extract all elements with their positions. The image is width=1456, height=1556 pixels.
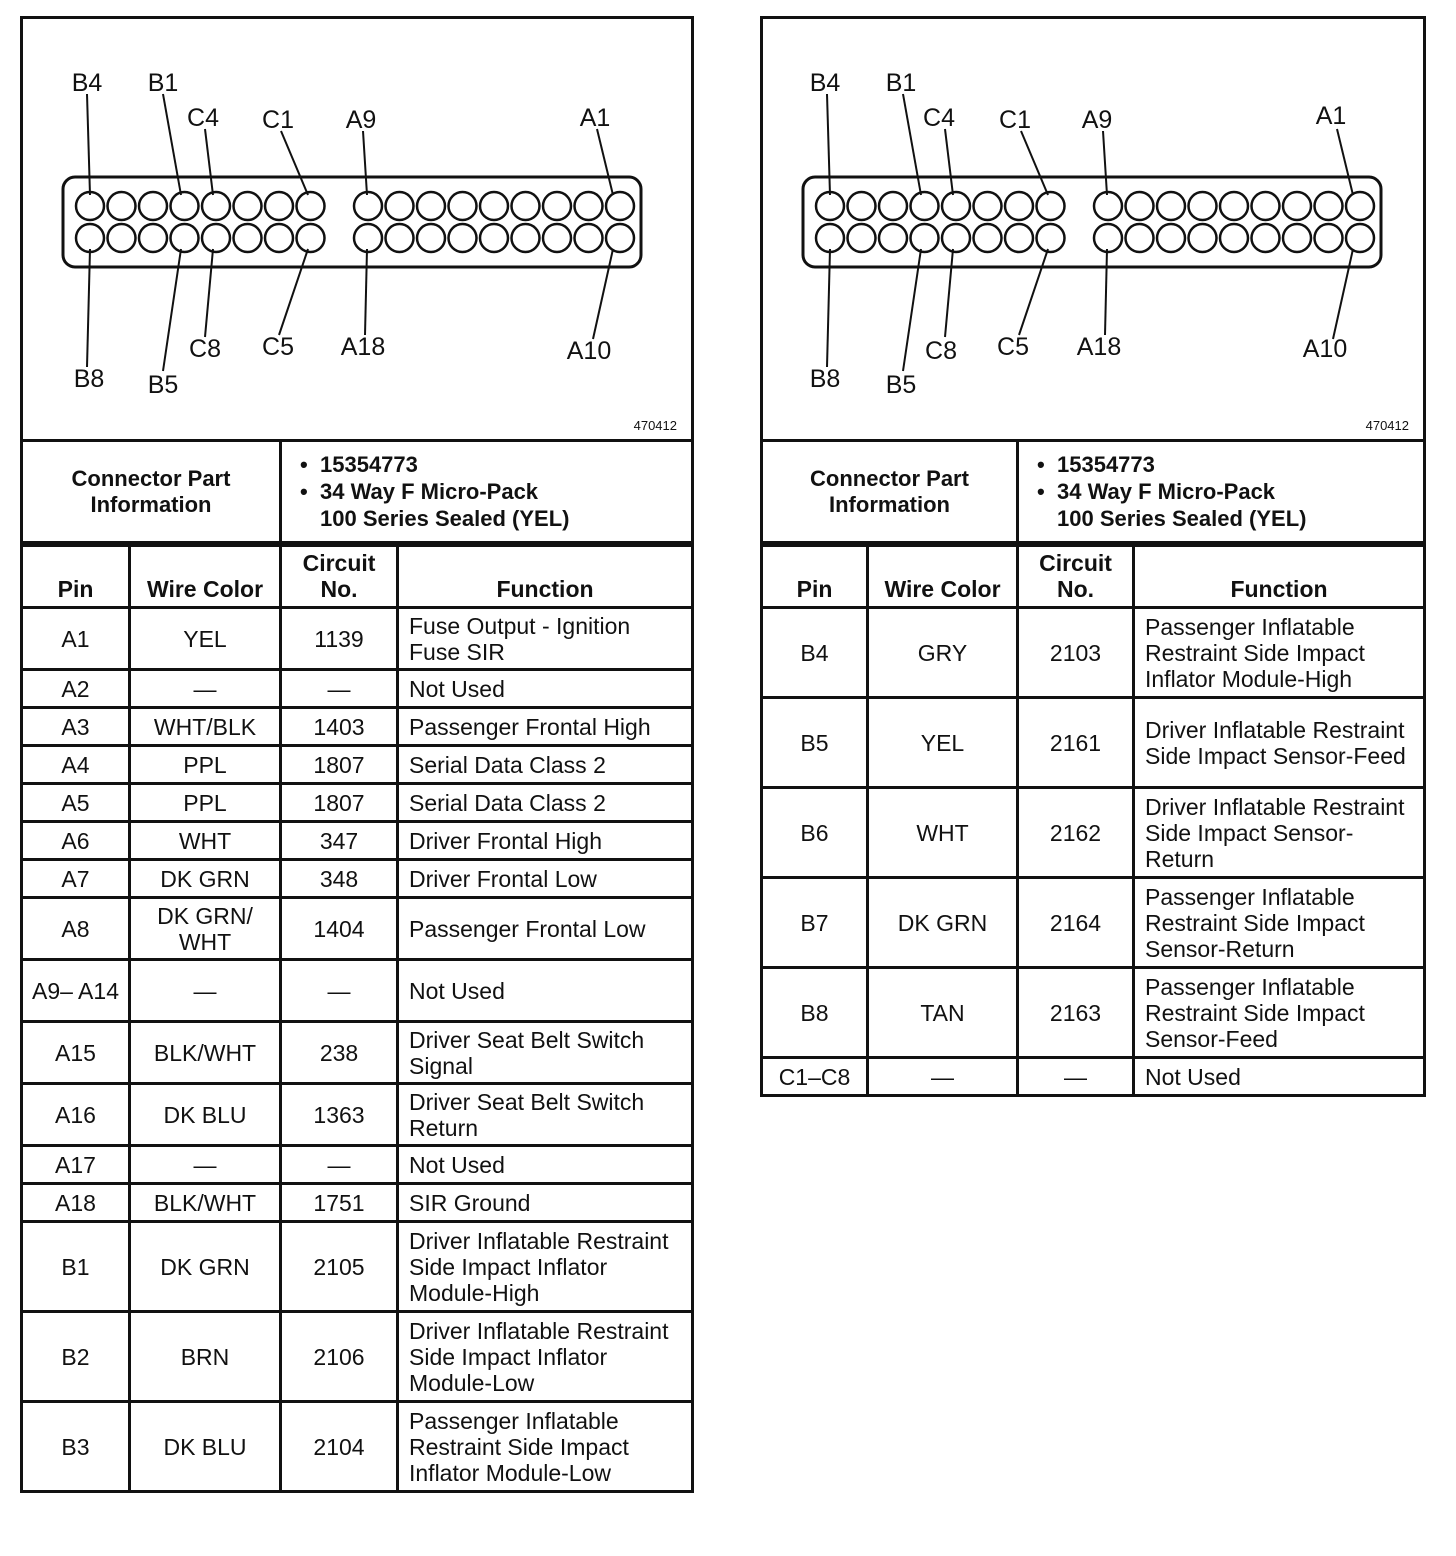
circuit-cell: 2162 — [1018, 788, 1134, 878]
pin-cavity — [139, 224, 167, 252]
table-row — [22, 708, 693, 746]
pin-label-a18: A18 — [340, 333, 386, 361]
leader-line — [903, 94, 921, 195]
circuit-cell: 1751 — [281, 1184, 398, 1222]
pin-label-c5: C5 — [262, 333, 294, 361]
wire-color-cell: WHT — [868, 788, 1018, 878]
pin-cavity — [1037, 192, 1065, 220]
header-circuit-no: Circuit No. — [281, 546, 398, 608]
pin-cell: A3 — [22, 708, 130, 746]
circuit-cell: 238 — [281, 1022, 398, 1084]
pin-cavity — [606, 192, 634, 220]
leader-line — [163, 94, 181, 195]
function-cell: Driver Frontal High — [398, 822, 693, 860]
leader-line — [597, 129, 613, 195]
connector-diagram — [20, 16, 694, 439]
pin-cavity — [417, 192, 445, 220]
table-row — [22, 1222, 693, 1312]
pin-label-c4: C4 — [187, 104, 219, 132]
pin-cavity — [543, 224, 571, 252]
pin-cavity — [386, 192, 414, 220]
table-row — [22, 1022, 693, 1084]
function-cell: Passenger Inflatable Restraint Side Impact Sensor-Feed — [1134, 968, 1425, 1058]
pin-cavity — [1283, 224, 1311, 252]
pin-cavity — [1157, 192, 1185, 220]
connector-info-details: • 15354773 • 34 Way F Micro-Pack 100 Series Sealed (YEL) — [1018, 441, 1425, 543]
pin-cavity — [848, 192, 876, 220]
wire-color-cell: — — [868, 1058, 1018, 1096]
pin-cavity — [480, 224, 508, 252]
pin-cell: A7 — [22, 860, 130, 898]
function-cell: Serial Data Class 2 — [398, 746, 693, 784]
pin-cavity — [297, 224, 325, 252]
figure-number: 470412 — [633, 418, 677, 433]
connector-face-drawing — [763, 19, 1429, 442]
pin-cavity — [879, 224, 907, 252]
pin-cell: B1 — [22, 1222, 130, 1312]
pin-cavity — [449, 192, 477, 220]
leader-line — [1333, 249, 1353, 339]
function-cell: Serial Data Class 2 — [398, 784, 693, 822]
connector-description-1: 34 Way F Micro-Pack — [1057, 479, 1276, 504]
connector-info-table — [760, 439, 1426, 544]
pin-cavity — [1346, 224, 1374, 252]
pin-cavity — [1346, 192, 1374, 220]
pin-label-b8: B8 — [73, 365, 105, 393]
pin-cavity — [297, 192, 325, 220]
function-cell: Passenger Frontal Low — [398, 898, 693, 960]
circuit-cell: — — [281, 960, 398, 1022]
pin-cavity — [1126, 224, 1154, 252]
circuit-cell: 2105 — [281, 1222, 398, 1312]
leader-line — [279, 249, 308, 335]
header-pin: Pin — [762, 546, 868, 608]
wire-color-cell: DK BLU — [130, 1084, 281, 1146]
connector-description-2: 100 Series Sealed (YEL) — [320, 506, 570, 531]
pin-label-b1: B1 — [885, 69, 917, 97]
circuit-cell: — — [281, 1146, 398, 1184]
header-pin: Pin — [22, 546, 130, 608]
pin-cavity — [911, 192, 939, 220]
pin-cavity — [974, 192, 1002, 220]
leader-line — [281, 131, 308, 195]
pin-cell: B3 — [22, 1402, 130, 1492]
pin-cavity — [1220, 224, 1248, 252]
circuit-cell: 1404 — [281, 898, 398, 960]
pin-label-b1: B1 — [147, 69, 179, 97]
pin-cavity — [816, 224, 844, 252]
wire-color-cell: — — [130, 960, 281, 1022]
leader-line — [945, 129, 953, 195]
pin-cell: A18 — [22, 1184, 130, 1222]
table-row — [22, 784, 693, 822]
pin-cavity — [1220, 192, 1248, 220]
connector-housing — [63, 177, 641, 267]
pin-cavity — [354, 224, 382, 252]
table-row — [22, 1146, 693, 1184]
pin-cavity — [386, 224, 414, 252]
pin-cavity — [234, 192, 262, 220]
pin-cavity — [449, 224, 477, 252]
pin-label-b8: B8 — [809, 365, 841, 393]
pin-cavity — [1037, 224, 1065, 252]
pin-cavity — [512, 192, 540, 220]
pin-cell: A5 — [22, 784, 130, 822]
wire-color-cell: — — [130, 1146, 281, 1184]
connector-face-drawing — [23, 19, 697, 442]
wire-color-cell: TAN — [868, 968, 1018, 1058]
pin-cavity — [575, 224, 603, 252]
pin-cavity — [234, 224, 262, 252]
pin-cavity — [265, 224, 293, 252]
pin-cavity — [76, 192, 104, 220]
pin-cell: A8 — [22, 898, 130, 960]
table-row — [22, 1402, 693, 1492]
connector-panel-right — [760, 16, 1426, 1097]
pin-cavity — [1005, 224, 1033, 252]
leader-line — [363, 131, 367, 195]
table-row — [762, 968, 1425, 1058]
table-row — [762, 878, 1425, 968]
function-cell: Not Used — [398, 1146, 693, 1184]
circuit-cell: 1139 — [281, 608, 398, 670]
table-row — [762, 788, 1425, 878]
pin-label-c5: C5 — [997, 333, 1029, 361]
pin-cavity — [1005, 192, 1033, 220]
header-circuit-no: Circuit No. — [1018, 546, 1134, 608]
table-row — [762, 1058, 1425, 1096]
circuit-cell: 2106 — [281, 1312, 398, 1402]
pin-label-c4: C4 — [923, 104, 955, 132]
leader-line — [945, 249, 953, 337]
wire-color-cell: BLK/WHT — [130, 1022, 281, 1084]
wire-color-cell: PPL — [130, 746, 281, 784]
pin-cell: A15 — [22, 1022, 130, 1084]
connector-info-label: Connector Part Information — [762, 441, 1018, 543]
connector-panel-left — [20, 16, 694, 1493]
pin-cavity — [942, 224, 970, 252]
pin-cell: B7 — [762, 878, 868, 968]
table-row — [22, 1084, 693, 1146]
pin-cavity — [1094, 192, 1122, 220]
leader-line — [365, 249, 367, 335]
table-row — [22, 670, 693, 708]
pin-cavity — [1315, 192, 1343, 220]
pin-cavity — [354, 192, 382, 220]
pin-cavity — [942, 192, 970, 220]
circuit-cell: 2161 — [1018, 698, 1134, 788]
pin-cell: A6 — [22, 822, 130, 860]
pin-cavity — [108, 192, 136, 220]
pin-cavity — [512, 224, 540, 252]
pin-cavity — [139, 192, 167, 220]
leader-line — [87, 94, 90, 195]
pin-label-a1: A1 — [1315, 102, 1347, 130]
pin-cavity — [108, 224, 136, 252]
pin-cell: A9– A14 — [22, 960, 130, 1022]
connector-info-label: Connector Part Information — [22, 441, 281, 543]
function-cell: Driver Seat Belt Switch Return — [398, 1084, 693, 1146]
pin-cavity — [1126, 192, 1154, 220]
wire-color-cell: — — [130, 670, 281, 708]
connector-description-1: 34 Way F Micro-Pack — [320, 479, 539, 504]
pin-label-b5: B5 — [885, 371, 917, 399]
pin-cavity — [1094, 224, 1122, 252]
circuit-cell: 348 — [281, 860, 398, 898]
pin-cell: B5 — [762, 698, 868, 788]
leader-line — [827, 94, 830, 195]
wire-color-cell: DK GRN — [130, 1222, 281, 1312]
pin-cavity — [417, 224, 445, 252]
wire-color-cell: WHT — [130, 822, 281, 860]
function-cell: SIR Ground — [398, 1184, 693, 1222]
pin-cavity — [1189, 192, 1217, 220]
pin-cavity — [171, 192, 199, 220]
table-row — [762, 698, 1425, 788]
pin-cell: A2 — [22, 670, 130, 708]
pin-label-b5: B5 — [147, 371, 179, 399]
wire-color-cell: DK BLU — [130, 1402, 281, 1492]
pin-cavity — [76, 224, 104, 252]
pin-cavity — [879, 192, 907, 220]
header-function: Function — [398, 546, 693, 608]
pin-cavity — [202, 224, 230, 252]
connector-diagram — [760, 16, 1426, 439]
wire-color-cell: PPL — [130, 784, 281, 822]
wire-color-cell: DK GRN — [868, 878, 1018, 968]
pin-label-a9: A9 — [345, 106, 377, 134]
wire-color-cell: BRN — [130, 1312, 281, 1402]
circuit-cell: 2163 — [1018, 968, 1134, 1058]
leader-line — [205, 129, 213, 195]
pin-cell: B4 — [762, 608, 868, 698]
pin-cavity — [1157, 224, 1185, 252]
function-cell: Driver Frontal Low — [398, 860, 693, 898]
function-cell: Driver Inflatable Restraint Side Impact Sensor-Return — [1134, 788, 1425, 878]
pin-cavity — [1252, 192, 1280, 220]
wire-color-cell: YEL — [868, 698, 1018, 788]
circuit-cell: 1363 — [281, 1084, 398, 1146]
leader-line — [1103, 131, 1107, 195]
pin-cavity — [543, 192, 571, 220]
wire-color-cell: DK GRN — [130, 860, 281, 898]
table-row — [22, 1184, 693, 1222]
pin-cell: B6 — [762, 788, 868, 878]
leader-line — [205, 249, 213, 337]
pin-label-b4: B4 — [71, 69, 103, 97]
pin-cavity — [202, 192, 230, 220]
function-cell: Not Used — [1134, 1058, 1425, 1096]
circuit-cell: 1403 — [281, 708, 398, 746]
pin-cavity — [816, 192, 844, 220]
connector-info-table — [20, 439, 694, 544]
part-number: 15354773 — [320, 452, 418, 477]
pin-cavity — [1252, 224, 1280, 252]
part-number: 15354773 — [1057, 452, 1155, 477]
pin-cell: A16 — [22, 1084, 130, 1146]
function-cell: Passenger Inflatable Restraint Side Impact Sensor-Return — [1134, 878, 1425, 968]
wire-color-cell: BLK/WHT — [130, 1184, 281, 1222]
table-row — [22, 898, 693, 960]
connector-housing — [803, 177, 1381, 267]
wire-color-cell: YEL — [130, 608, 281, 670]
leader-line — [1019, 249, 1048, 335]
circuit-cell: 2164 — [1018, 878, 1134, 968]
pin-label-c8: C8 — [189, 335, 221, 363]
function-cell: Driver Seat Belt Switch Signal — [398, 1022, 693, 1084]
pin-cavity — [171, 224, 199, 252]
table-row — [762, 608, 1425, 698]
circuit-cell: 2104 — [281, 1402, 398, 1492]
pin-label-a9: A9 — [1081, 106, 1113, 134]
wire-color-cell: GRY — [868, 608, 1018, 698]
pin-cavity — [1283, 192, 1311, 220]
pin-cavity — [1189, 224, 1217, 252]
header-function: Function — [1134, 546, 1425, 608]
function-cell: Not Used — [398, 960, 693, 1022]
leader-line — [1105, 249, 1107, 335]
pin-label-c1: C1 — [262, 106, 294, 134]
leader-line — [1021, 131, 1048, 195]
circuit-cell: 1807 — [281, 746, 398, 784]
wire-color-cell: WHT/BLK — [130, 708, 281, 746]
function-cell: Not Used — [398, 670, 693, 708]
table-row — [22, 1312, 693, 1402]
function-cell: Passenger Inflatable Restraint Side Impact Inflator Module-Low — [398, 1402, 693, 1492]
pin-cell: A1 — [22, 608, 130, 670]
function-cell: Passenger Inflatable Restraint Side Impact Inflator Module-High — [1134, 608, 1425, 698]
function-cell: Driver Inflatable Restraint Side Impact Sensor-Feed — [1134, 698, 1425, 788]
table-row — [22, 860, 693, 898]
connector-description-2: 100 Series Sealed (YEL) — [1057, 506, 1307, 531]
pin-cavity — [848, 224, 876, 252]
leader-line — [593, 249, 613, 339]
pin-cavity — [606, 224, 634, 252]
pin-label-c8: C8 — [925, 337, 957, 365]
pinout-table-left — [20, 544, 694, 1493]
pin-label-c1: C1 — [999, 106, 1031, 134]
figure-number: 470412 — [1365, 418, 1409, 433]
pin-cell: B8 — [762, 968, 868, 1058]
header-wire-color: Wire Color — [130, 546, 281, 608]
pin-label-b4: B4 — [809, 69, 841, 97]
table-row — [22, 608, 693, 670]
function-cell: Driver Inflatable Restraint Side Impact Inflator Module-High — [398, 1222, 693, 1312]
pin-cell: A17 — [22, 1146, 130, 1184]
pin-cavity — [575, 192, 603, 220]
table-row — [22, 960, 693, 1022]
pin-label-a18: A18 — [1076, 333, 1122, 361]
header-wire-color: Wire Color — [868, 546, 1018, 608]
pin-cavity — [265, 192, 293, 220]
pin-cavity — [480, 192, 508, 220]
pin-cavity — [974, 224, 1002, 252]
function-cell: Fuse Output - Ignition Fuse SIR — [398, 608, 693, 670]
pinout-table-right — [760, 544, 1426, 1097]
circuit-cell: — — [1018, 1058, 1134, 1096]
function-cell: Driver Inflatable Restraint Side Impact Inflator Module-Low — [398, 1312, 693, 1402]
pin-cell: C1–C8 — [762, 1058, 868, 1096]
connector-info-details: • 15354773 • 34 Way F Micro-Pack 100 Series Sealed (YEL) — [281, 441, 693, 543]
pin-cavity — [1315, 224, 1343, 252]
leader-line — [1337, 129, 1353, 195]
circuit-cell: 1807 — [281, 784, 398, 822]
circuit-cell: 347 — [281, 822, 398, 860]
circuit-cell: — — [281, 670, 398, 708]
pin-label-a10: A10 — [1302, 335, 1348, 363]
circuit-cell: 2103 — [1018, 608, 1134, 698]
pin-label-a1: A1 — [579, 104, 611, 132]
function-cell: Passenger Frontal High — [398, 708, 693, 746]
wire-color-cell: DK GRN/ WHT — [130, 898, 281, 960]
pin-cavity — [911, 224, 939, 252]
pin-cell: B2 — [22, 1312, 130, 1402]
table-row — [22, 822, 693, 860]
table-row — [22, 746, 693, 784]
pin-label-a10: A10 — [566, 337, 612, 365]
pin-cell: A4 — [22, 746, 130, 784]
